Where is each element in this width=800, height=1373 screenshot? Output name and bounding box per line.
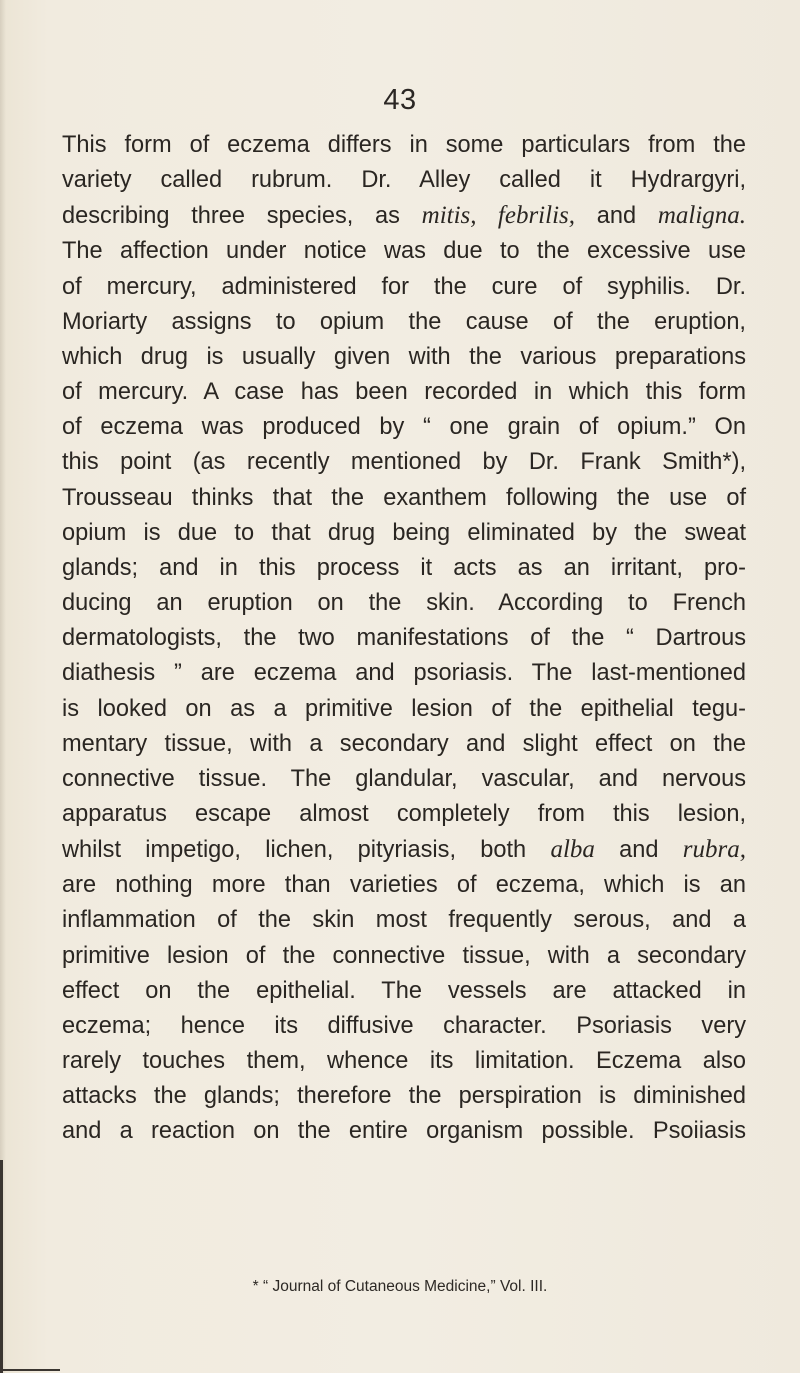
- text-run: eczema; hence its diffusive character. Psoriasis very: [62, 1012, 746, 1039]
- text-run: describing three species, as: [62, 203, 422, 230]
- text-line: [62, 621, 746, 656]
- text-line: [62, 586, 746, 621]
- text-line: [62, 762, 746, 797]
- text-line: [62, 340, 746, 375]
- text-line: [62, 375, 746, 410]
- text-line: [62, 797, 746, 832]
- text-line: [62, 270, 746, 305]
- left-margin-rule: [0, 1160, 3, 1373]
- text-run: this point (as recently mentioned by Dr. Frank Smith*),: [62, 449, 746, 476]
- text-line: [62, 234, 746, 269]
- text-run: which drug is usually given with the various preparations: [62, 343, 746, 370]
- text-run: of mercury, administered for the cure of syphilis. Dr.: [62, 273, 746, 300]
- text-line: [62, 445, 746, 480]
- text-run: The affection under notice was due to the excessive use: [62, 238, 746, 265]
- text-line: [62, 939, 746, 974]
- text-line: [62, 868, 746, 903]
- text-run: mentary tissue, with a secondary and slight effect on the: [62, 730, 746, 757]
- text-line: [62, 1009, 746, 1044]
- text-run: effect on the epithelial. The vessels are attacked in: [62, 977, 746, 1004]
- text-run: Trousseau thinks that the exanthem following the use of: [62, 484, 746, 511]
- text-line: [62, 481, 746, 516]
- page-number: 43: [383, 84, 417, 116]
- text-line: [62, 1079, 746, 1114]
- italic-term: maligna.: [657, 202, 747, 230]
- text-run: variety called rubrum. Dr. Alley called it Hydrargyri,: [62, 167, 746, 194]
- text-line: [62, 516, 746, 551]
- text-run: whilst impetigo, lichen, pityriasis, both: [62, 837, 551, 864]
- text-line: [62, 410, 746, 445]
- text-line: [62, 305, 746, 340]
- text-run: of mercury. A case has been recorded in which this form: [62, 379, 746, 406]
- italic-term: alba: [550, 836, 595, 864]
- text-line: [62, 198, 746, 234]
- text-run: inflammation of the skin most frequently serous, and a: [62, 907, 746, 934]
- text-line: [62, 163, 746, 198]
- text-run: apparatus escape almost completely from this lesion,: [62, 800, 746, 827]
- text-run: Moriarty assigns to opium the cause of the eruption,: [62, 308, 746, 335]
- text-line: [62, 832, 746, 868]
- italic-term: rubra,: [682, 836, 746, 864]
- text-run: of eczema was produced by “ one grain of opium.” On: [62, 414, 746, 441]
- italic-term: mitis, febrilis,: [421, 202, 576, 230]
- footnote: * “ Journal of Cutaneous Medicine,” Vol. III.: [252, 1278, 548, 1295]
- text-run: diathesis ” are eczema and psoriasis. The last-mentioned: [62, 660, 746, 687]
- text-run: connective tissue. The glandular, vascular, and nervous: [62, 765, 746, 792]
- text-line: [62, 1044, 746, 1079]
- text-line: [62, 692, 746, 727]
- text-line: [62, 551, 746, 586]
- text-run: ducing an eruption on the skin. According to French: [62, 590, 746, 617]
- text-run: opium is due to that drug being eliminated by the sweat: [62, 519, 746, 546]
- text-line: [62, 727, 746, 762]
- body-paragraph: [62, 128, 746, 1150]
- text-line: [62, 1114, 746, 1149]
- text-line: [62, 656, 746, 691]
- text-run: are nothing more than varieties of eczema, which is an: [62, 872, 746, 899]
- text-run: This form of eczema differs in some particulars from the: [62, 132, 746, 158]
- text-run: primitive lesion of the connective tissue, with a secondary: [62, 942, 746, 969]
- text-run: and a reaction on the entire organism possible. Psoiiasis: [62, 1118, 746, 1145]
- text-line: [62, 974, 746, 1009]
- text-run: dermatologists, the two manifestations of the “ Dartrous: [62, 625, 746, 652]
- text-run: glands; and in this process it acts as an irritant, pro-: [62, 554, 746, 581]
- text-run: and: [594, 837, 683, 864]
- text-run: and: [575, 203, 658, 230]
- text-run: rarely touches them, whence its limitation. Eczema also: [62, 1048, 746, 1075]
- bottom-corner-rule: [0, 1369, 60, 1371]
- text-line: [62, 128, 746, 163]
- text-run: attacks the glands; therefore the perspiration is diminished: [62, 1083, 746, 1110]
- text-line: [62, 903, 746, 938]
- text-run: is looked on as a primitive lesion of the epithelial tegu-: [62, 695, 746, 722]
